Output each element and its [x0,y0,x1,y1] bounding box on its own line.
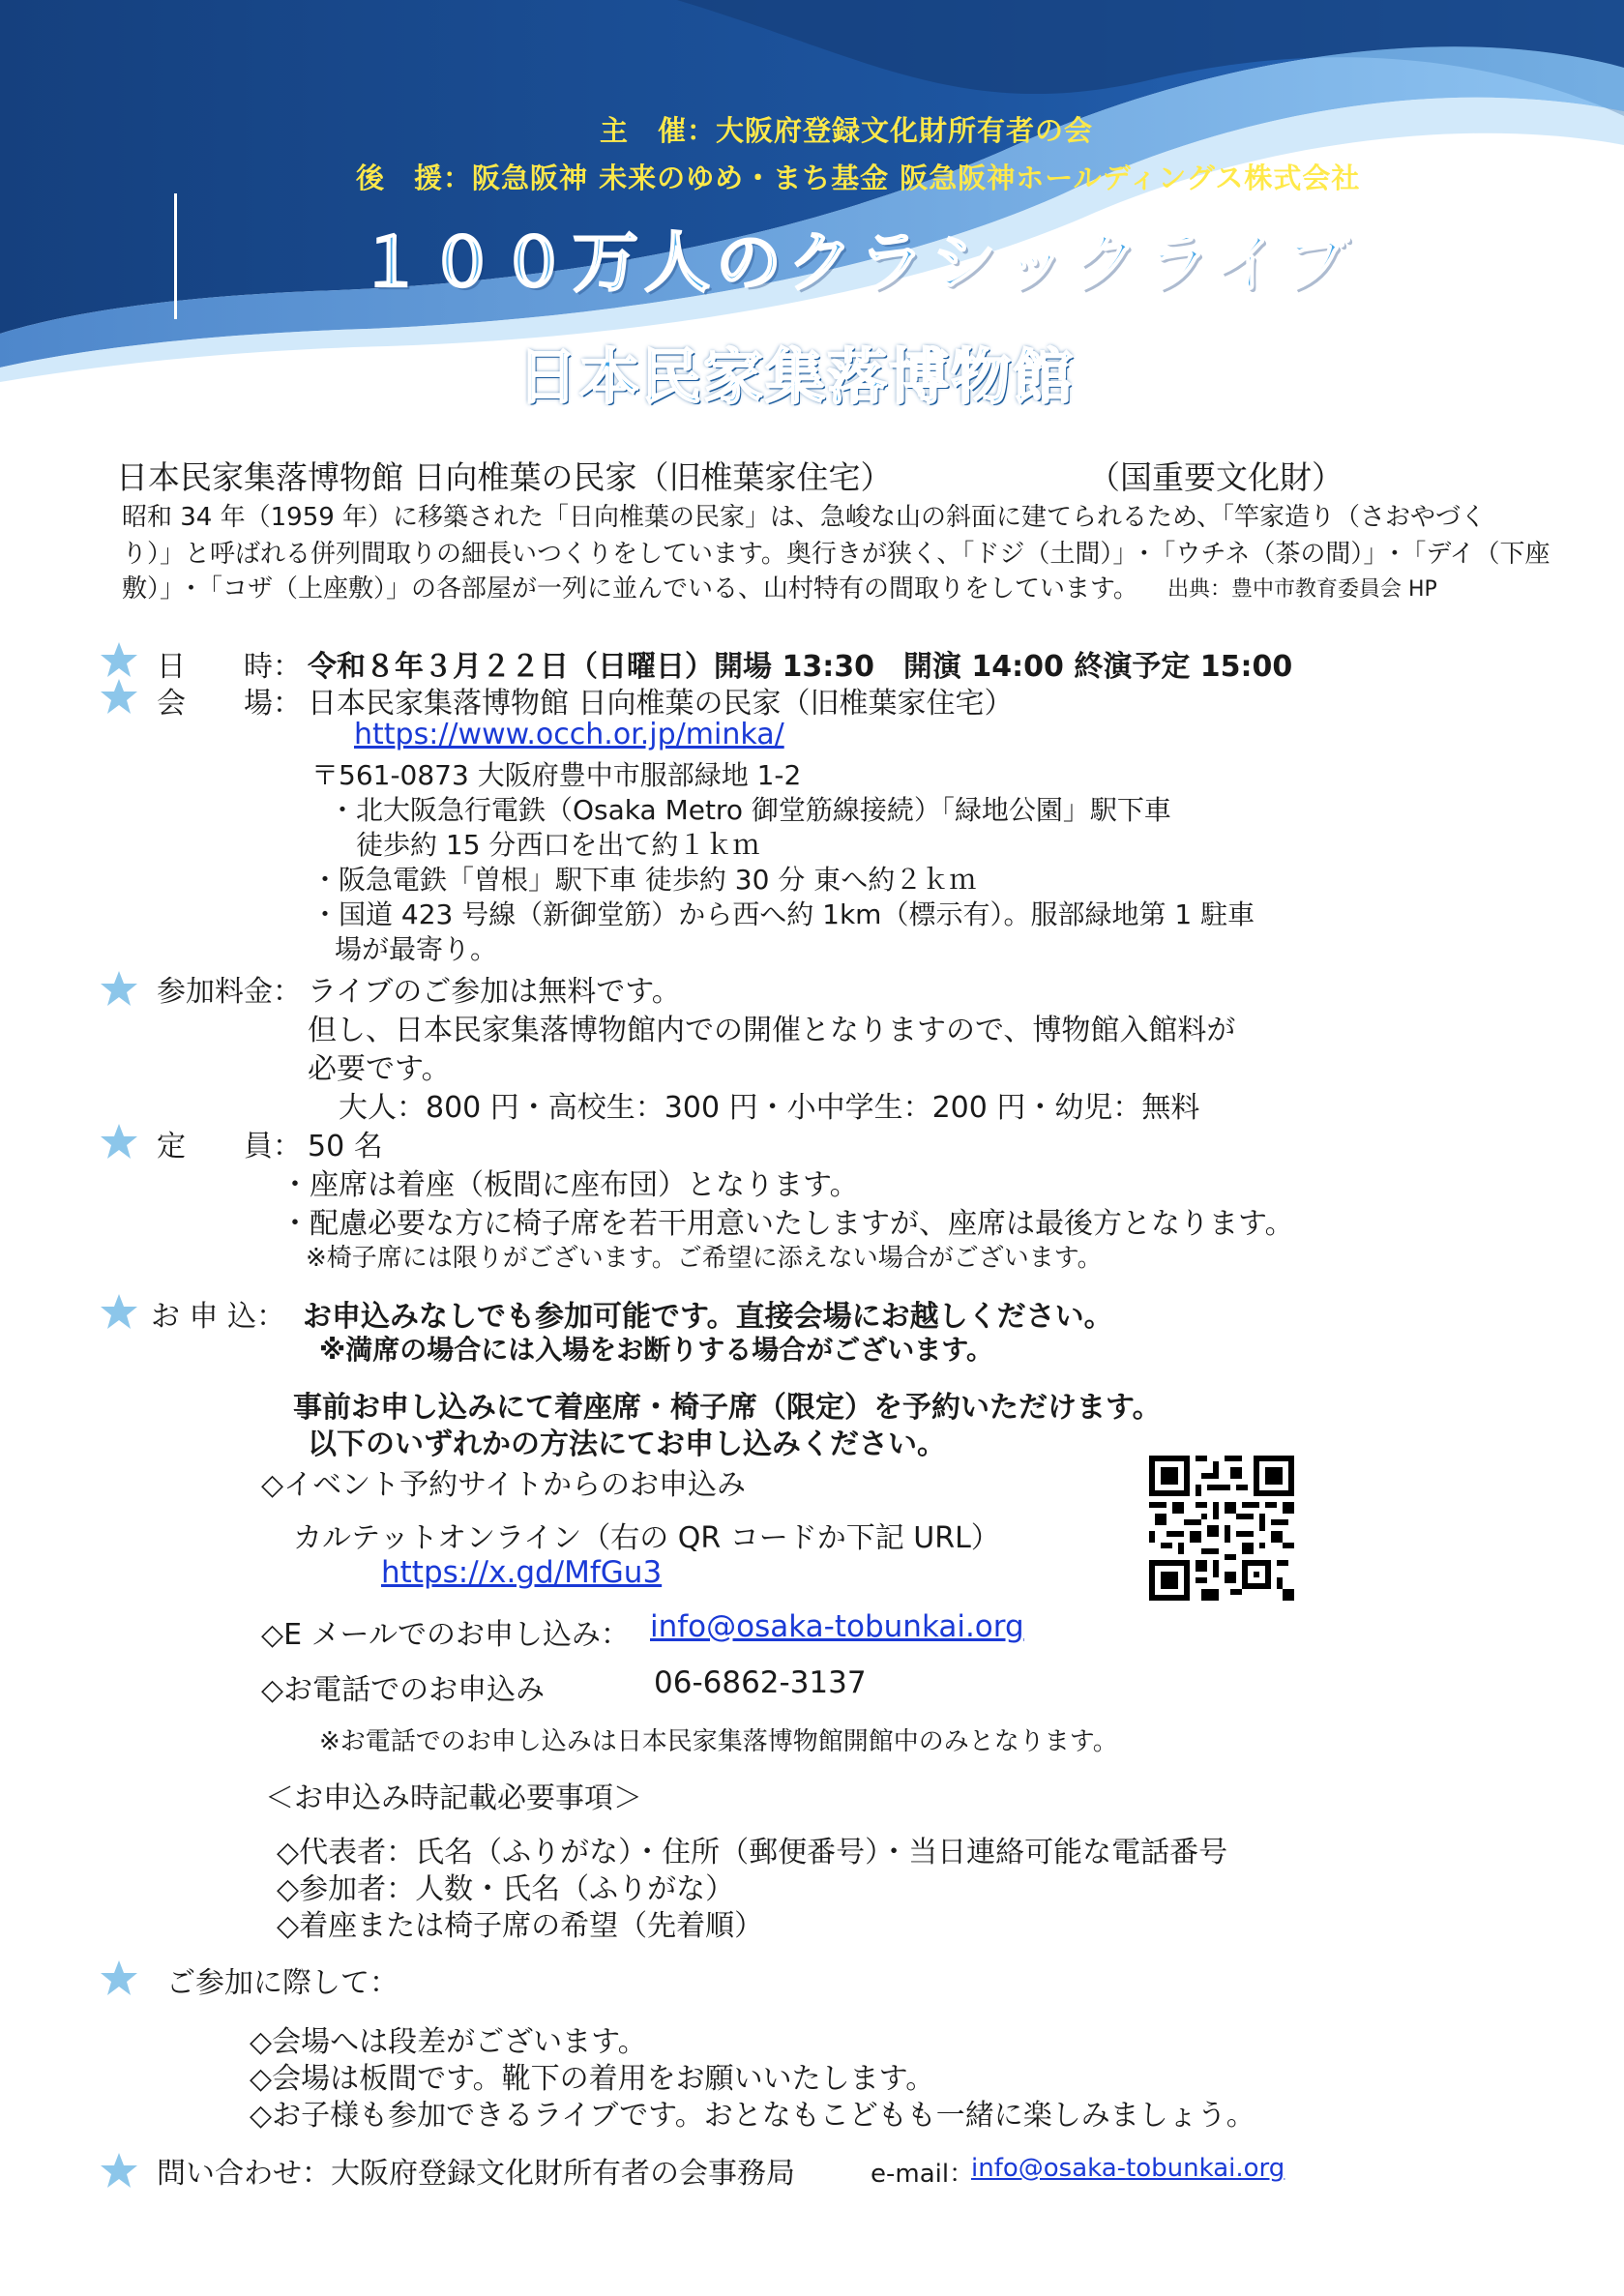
datetime-value: 令和８年３月２２日（日曜日）開場 13:30 開演 14:00 終演予定 15:00 [308,650,1293,684]
source-note: 出典：豊中市教育委員会 HP [1167,577,1437,602]
required-heading: ＜お申込み時記載必要事項＞ [265,1781,642,1815]
phone-note: ※お電話でのお申し込みは日本民家集落博物館開館中のみとなります。 [319,1727,1118,1756]
venue-label: 会 場： [157,687,302,721]
fee-label: 参加料金： [157,975,302,1009]
capacity-label: 定 員： [157,1130,302,1163]
access-line-4: ・国道 423 号線（新御堂筋）から西へ約 1km（標示有）。服部緑地第 1 駐車 [311,898,1255,930]
fee-line-3: 必要です。 [308,1052,451,1086]
notes-item-2: ◇会場は板間です。靴下の着用をお願いいたします。 [250,2062,935,2096]
capacity-note-1: ・座席は着座（板間に座布団）となります。 [281,1168,859,1202]
contact-label: 問い合わせ：大阪府登録文化財所有者の会事務局 [157,2157,795,2191]
header-right-line [1408,189,1411,324]
star-icon [100,2151,138,2190]
reserve-line-2: 以下のいずれかの方法にてお申し込みください。 [308,1428,946,1461]
capacity-value: 50 名 [308,1130,383,1163]
organizer-line: 主 催：大阪府登録文化財所有者の会 [600,114,1094,147]
star-icon [100,969,138,1008]
notes-item-3: ◇お子様も参加できるライブです。おとなもこどもも一緒に楽しみましょう。 [250,2099,1255,2133]
access-line-3: ・阪急電鉄「曽根」駅下車 徒歩約 30 分 東へ約２ｋｍ [311,864,977,896]
capacity-note-2: ・配慮必要な方に椅子席を若干用意いたしますが、座席は最後方となります。 [281,1207,1294,1241]
site-name: カルテットオンライン（右の QR コードか下記 URL） [293,1521,1000,1555]
access-line-5: 場が最寄り。 [335,933,498,965]
star-icon [100,1958,138,1997]
application-email-link[interactable]: info@osaka-tobunkai.org [650,1609,1024,1644]
designation-label: （国重要文化財） [1088,458,1343,496]
application-note: ※満席の場合には入場をお断りする場合がございます。 [319,1334,993,1366]
intro-line-3: 敷）」･「コザ（上座敷）」の各部屋が一列に並んでいる、山村特有の間取りをしています。 [122,574,1138,603]
contact-email-link[interactable]: info@osaka-tobunkai.org [971,2154,1285,2183]
qr-code-icon[interactable] [1149,1456,1294,1601]
star-icon [100,1292,138,1331]
access-line-1: ・北大阪急行電鉄（Osaka Metro 御堂筋線接続）「緑地公園」駅下車 [329,794,1171,826]
notes-heading: ご参加に際して： [166,1966,399,2000]
venue-address: 〒561-0873 大阪府豊中市服部緑地 1-2 [311,759,802,791]
intro-heading: 日本民家集落博物館 日向椎葉の民家（旧椎葉家住宅） [116,458,893,496]
venue-value: 日本民家集落博物館 日向椎葉の民家（旧椎葉家住宅） [308,687,1014,721]
venue-url-link[interactable]: https://www.occh.or.jp/minka/ [354,718,784,751]
star-icon [100,1122,138,1161]
intro-line-2: り）」と呼ばれる併列間取りの細長いつくりをしています。奥行きが狭く、「ドジ（土間）」･「ウチネ（茶の間）」･「デイ（下座 [122,540,1550,569]
star-icon [100,640,138,679]
fee-prices: 大人：800 円・高校生：300 円・小中学生：200 円・幼児：無料 [339,1091,1200,1125]
fee-line-2: 但し、日本民家集落博物館内での開催となりますので、博物館入館料が [308,1014,1236,1047]
capacity-note-3: ※椅子席には限りがございます。ご希望に添えない場合がございます。 [306,1244,1103,1273]
required-item-3: ◇着座または椅子席の希望（先着順） [277,1909,764,1943]
site-heading: ◇イベント予約サイトからのお申込み [261,1468,746,1502]
header-left-line [174,193,177,319]
email-label: ◇E メールでのお申し込み： [261,1618,630,1652]
application-label: お 申 込： [151,1300,286,1334]
phone-label: ◇お電話でのお申込み [261,1673,546,1707]
contact-email-label: e-mail： [871,2160,975,2189]
application-main: お申込みなしでも参加可能です。直接会場にお越しください。 [303,1300,1113,1334]
required-item-1: ◇代表者：氏名（ふりがな）・住所（郵便番号）・当日連絡可能な電話番号 [277,1836,1228,1869]
reservation-url-link[interactable]: https://x.gd/MfGu3 [381,1555,663,1590]
reserve-line-1: 事前お申し込みにて着座席・椅子席（限定）を予約いただけます。 [293,1391,1162,1425]
fee-line-1: ライブのご参加は無料です。 [308,975,681,1009]
supporters-line: 後 援：阪急阪神 未来のゆめ・まち基金 阪急阪神ホールディングス株式会社 [356,162,1361,194]
star-icon [100,677,138,716]
access-line-2: 徒歩約 15 分西口を出て約１ｋｍ [356,829,760,861]
phone-number: 06-6862-3137 [654,1665,867,1700]
datetime-label: 日 時： [157,650,302,684]
required-item-2: ◇参加者：人数・氏名（ふりがな） [277,1872,735,1906]
venue-title: 日本民家集落博物館 [517,341,1076,412]
notes-item-1: ◇会場へは段差がございます。 [250,2025,647,2059]
event-title: １００万人のクラシックライブ [358,225,1355,302]
intro-line-1: 昭和 34 年（1959 年）に移築された「日向椎葉の民家」は、急峻な山の斜面に建てられるため、「竿家造り（さおやづく [122,503,1487,532]
